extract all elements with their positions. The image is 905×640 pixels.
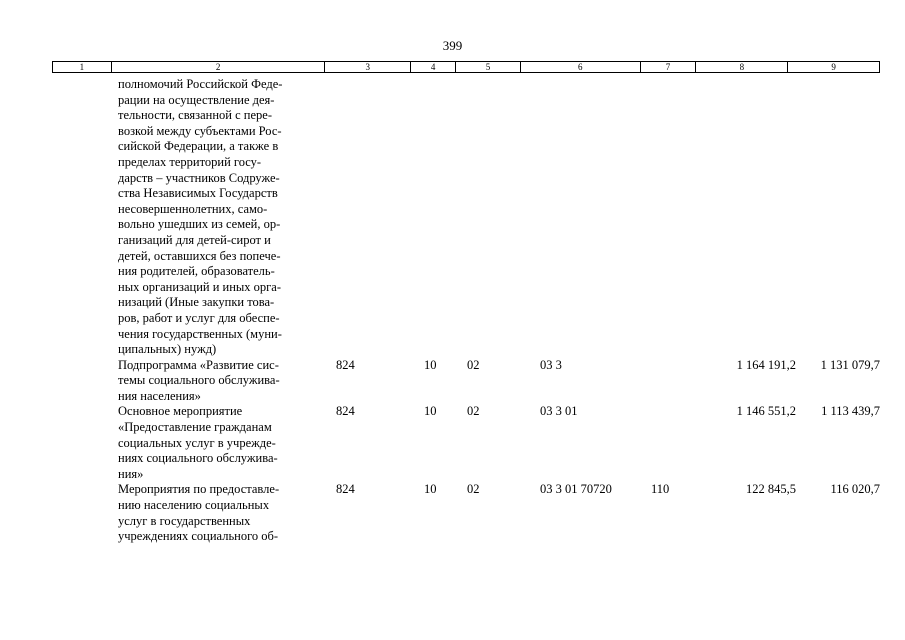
row-section (418, 77, 463, 358)
header-col-8: 8 (696, 62, 788, 72)
row-description: полномочий Российской Феде- рации на осуществление дея- тельности, связанной с пере- возкой между субъектами Рос- сийской Федерации, а также в пределах территорий госу- дарств – участников Содруже- ства Независимых Государств несовершеннолетних, само- вольно ушедших из семей, ор- ганизаций для детей-сирот и детей, оставшихся без попече- ния родителей, образователь- ных организаций и иных орга- низаций (Иные закупки това- ров, работ и услуг для обеспе- чения государственных (муни- ципальных) нужд) (118, 77, 283, 357)
row-ministry-code: 824 (336, 404, 355, 419)
header-col-6: 6 (521, 62, 641, 72)
row-subsection: 02 (467, 482, 480, 497)
header-col-7: 7 (641, 62, 697, 72)
row-amount-2: 116 020,7 (830, 482, 880, 497)
row-subsection: 02 (467, 357, 480, 372)
row-ministry-code: 824 (336, 482, 355, 497)
row-amount-2: 1 113 439,7 (821, 404, 880, 419)
row-section: 10 (424, 482, 437, 497)
row-amount-1: 122 845,5 (746, 482, 796, 497)
row-expense-type (648, 404, 704, 482)
row-description: Мероприятия по предоставле- нию населению социальных услуг в государственных учреждениях социального об- (118, 482, 280, 544)
table-row (52, 77, 880, 358)
row-amount-1: 1 164 191,2 (736, 357, 796, 372)
row-target-article (528, 77, 648, 358)
table-body (52, 77, 880, 545)
table-row (52, 358, 880, 405)
header-col-2: 2 (112, 62, 325, 72)
row-target-article: 03 3 (540, 357, 562, 372)
row-description: Подпрограмма «Развитие сис- темы социального обслужива- ния населения» (118, 357, 280, 403)
table-row (52, 404, 880, 482)
page-number: 399 (442, 38, 463, 53)
header-col-3: 3 (325, 62, 411, 72)
row-amount-1 (704, 77, 796, 358)
header-col-1: 1 (53, 62, 112, 72)
row-target-article: 03 3 01 70720 (540, 482, 612, 497)
row-target-article: 03 3 01 (540, 404, 578, 419)
row-subsection: 02 (467, 404, 480, 419)
row-ministry-code (332, 77, 418, 358)
row-expense-type (648, 358, 704, 405)
row-subsection (463, 77, 528, 358)
row-description: Основное мероприятие «Предоставление гражданам социальных услуг в учрежде- ниях социального обслужива- ния» (118, 404, 278, 481)
row-section: 10 (424, 404, 437, 419)
row-expense-type (648, 77, 704, 358)
table-row (52, 482, 880, 544)
header-col-5: 5 (456, 62, 521, 72)
row-expense-type: 110 (651, 482, 670, 497)
header-col-9: 9 (831, 62, 836, 72)
row-ministry-code: 824 (336, 357, 355, 372)
row-amount-2: 1 131 079,7 (820, 357, 880, 372)
row-section: 10 (424, 357, 437, 372)
table-header (52, 61, 880, 73)
row-amount-1: 1 146 551,2 (736, 404, 796, 419)
row-amount-2 (796, 77, 880, 358)
header-col-4: 4 (411, 62, 456, 72)
